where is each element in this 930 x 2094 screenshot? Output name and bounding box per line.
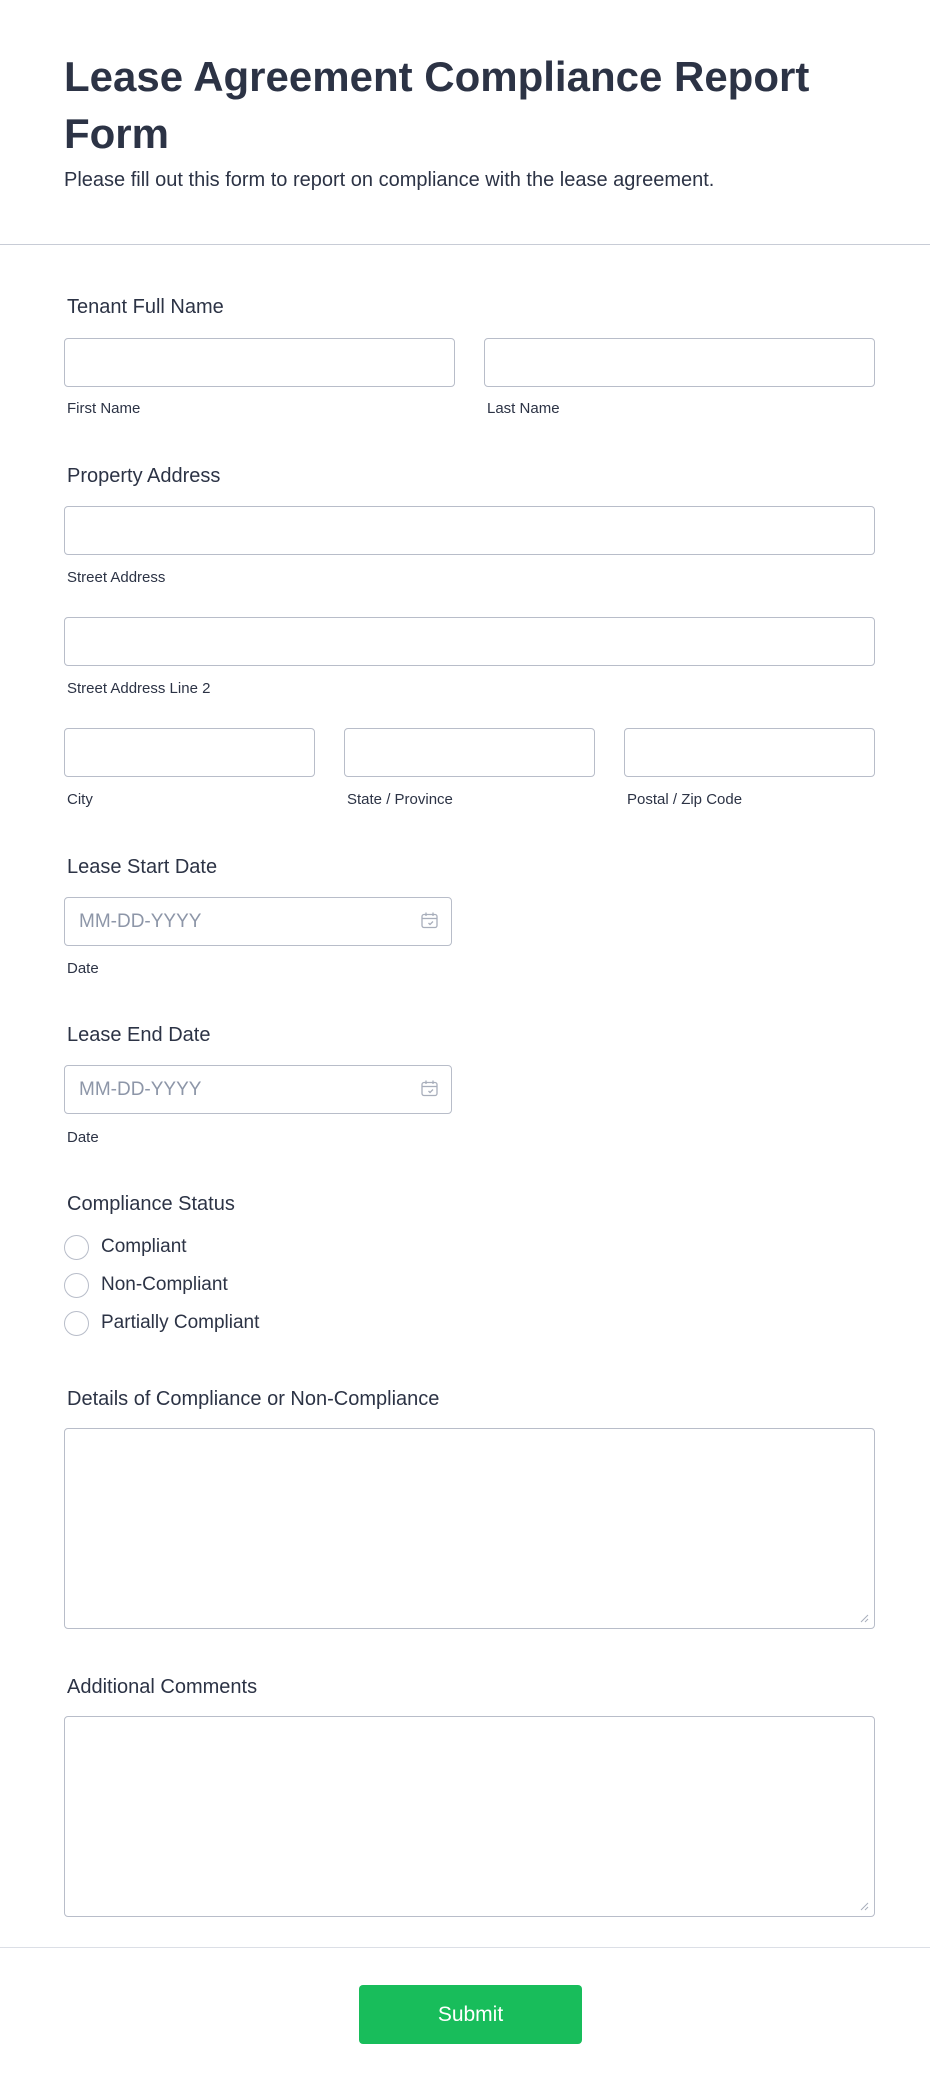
first-name-input[interactable] bbox=[64, 338, 455, 387]
city-input[interactable] bbox=[64, 728, 315, 777]
radio-option-label: Non-Compliant bbox=[101, 1274, 228, 1295]
submit-button[interactable]: Submit bbox=[359, 1985, 582, 2044]
lease-end-date-sublabel: Date bbox=[67, 1129, 99, 1146]
calendar-icon[interactable] bbox=[421, 912, 438, 929]
lease-start-date-label: Lease Start Date bbox=[67, 856, 218, 878]
street-address-line2-sublabel: Street Address Line 2 bbox=[67, 680, 211, 697]
state-province-sublabel: State / Province bbox=[347, 791, 453, 808]
property-address-label: Property Address bbox=[67, 465, 221, 487]
additional-comments-label: Additional Comments bbox=[67, 1676, 258, 1698]
lease-end-date-label: Lease End Date bbox=[67, 1024, 211, 1046]
lease-start-date-sublabel: Date bbox=[67, 960, 99, 977]
radio-option-partially-compliant[interactable] bbox=[64, 1310, 259, 1336]
resize-grip-icon[interactable] bbox=[860, 1614, 869, 1623]
street-address-line2-input[interactable] bbox=[64, 617, 875, 666]
calendar-icon[interactable] bbox=[421, 1080, 438, 1097]
postal-code-sublabel: Postal / Zip Code bbox=[627, 791, 743, 808]
radio-option-label: Compliant bbox=[101, 1236, 187, 1257]
radio-button[interactable] bbox=[64, 1273, 89, 1298]
form-header bbox=[0, 0, 930, 245]
details-textarea[interactable] bbox=[64, 1428, 875, 1629]
lease-end-date-input[interactable] bbox=[64, 1065, 452, 1114]
radio-button[interactable] bbox=[64, 1235, 89, 1260]
radio-option-label: Partially Compliant bbox=[101, 1312, 260, 1333]
last-name-sublabel: Last Name bbox=[487, 400, 560, 417]
tenant-name-label: Tenant Full Name bbox=[67, 296, 224, 318]
first-name-sublabel: First Name bbox=[67, 400, 141, 417]
radio-option-non-compliant[interactable] bbox=[64, 1272, 228, 1298]
city-sublabel: City bbox=[67, 791, 93, 808]
state-province-input[interactable] bbox=[344, 728, 595, 777]
additional-comments-textarea[interactable] bbox=[64, 1716, 875, 1917]
street-address-input[interactable] bbox=[64, 506, 875, 555]
last-name-input[interactable] bbox=[484, 338, 875, 387]
form-subtitle: Please fill out this form to report on compliance with the lease agreement. bbox=[64, 169, 715, 191]
lease-start-date-input[interactable] bbox=[64, 897, 452, 946]
postal-code-input[interactable] bbox=[624, 728, 875, 777]
radio-button[interactable] bbox=[64, 1311, 89, 1336]
radio-option-compliant[interactable] bbox=[64, 1234, 187, 1260]
resize-grip-icon[interactable] bbox=[860, 1902, 869, 1911]
lease-start-date-field bbox=[64, 897, 452, 946]
form-title: Lease Agreement Compliance Report Form bbox=[64, 53, 810, 157]
street-address-sublabel: Street Address bbox=[67, 569, 166, 586]
compliance-status-label: Compliance Status bbox=[67, 1193, 235, 1215]
details-label: Details of Compliance or Non-Compliance bbox=[67, 1388, 440, 1410]
lease-end-date-field bbox=[64, 1065, 452, 1114]
